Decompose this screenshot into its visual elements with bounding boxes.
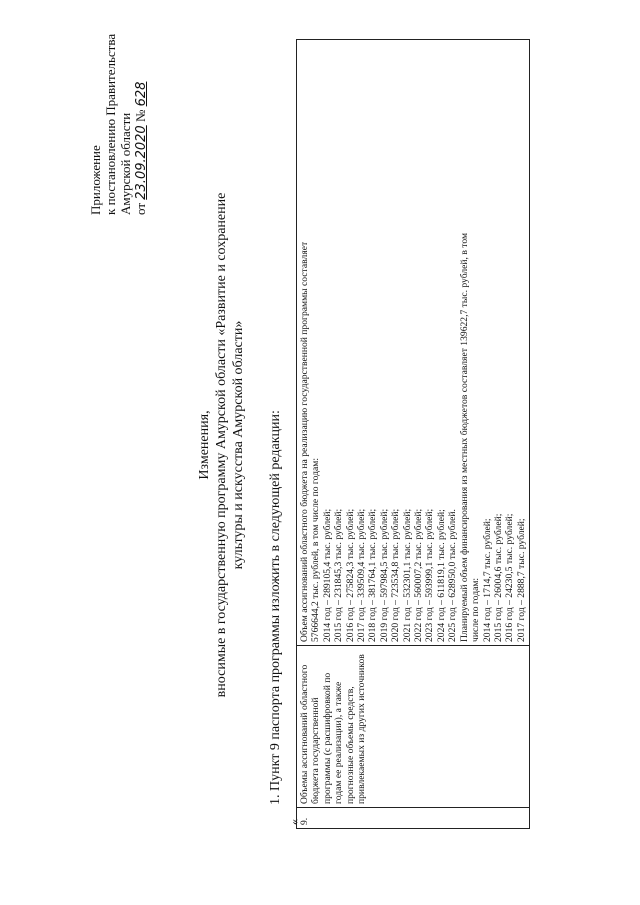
content-line: 2021 год – 532301,1 тыс. рублей; <box>401 508 413 642</box>
appendix-line-2: к постановлению Правительства <box>103 33 118 215</box>
opening-quote: « <box>287 819 301 825</box>
content-line: 5766644,2 тыс. рублей, в том числе по годам: <box>310 458 322 642</box>
content-line: 2025 год – 628950,0 тыс. рублей. <box>447 509 459 642</box>
content-line: 2022 год – 560007,2 тыс. рублей; <box>413 508 425 642</box>
number-value: 628 <box>134 81 149 107</box>
row-content <box>297 40 530 646</box>
content-line: 2017 год – 339509,4 тыс. рублей; <box>356 508 368 642</box>
date-prefix: от <box>133 202 148 215</box>
content-line: 2016 год – 275824,3 тыс. рублей; <box>344 508 356 642</box>
content-line: 2017 год – 2888,7 тыс. рублей; <box>515 518 527 642</box>
title-line-1: Изменения, <box>197 410 212 480</box>
title-line-2: вносимые в государственную программу Амурской области «Развитие и сохранение культуры и искусства Амурской области» <box>214 192 246 698</box>
content-line: 2014 год – 289105,4 тыс. рублей; <box>321 508 333 642</box>
content-line: Объем ассигнований областного бюджета на реализацию государственной программы составляет <box>299 241 310 642</box>
content-line: 2018 год – 381764,1 тыс. рублей; <box>367 508 379 642</box>
appendix-date-line <box>133 15 149 215</box>
appendix-line-3: Амурской области <box>118 112 133 215</box>
content-line: 2020 год – 723534,8 тыс. рублей; <box>390 508 402 642</box>
content-line: 2015 год – 26004,6 тыс. рублей; <box>492 513 504 642</box>
table-row <box>297 40 530 829</box>
appendix-header <box>88 15 149 215</box>
row-name: Объемы ассигнований областного бюджета государственной программы (с расшифровкой по годам ее реализации), а также прогнозные объемы средств, привлекаемых из других источников <box>297 646 530 808</box>
content-line: 2016 год – 24230,5 тыс. рублей; <box>504 513 516 642</box>
intro-paragraph: 1. Пункт 9 паспорта программы изложить в следующей редакции: <box>268 410 283 805</box>
content-line: числе по годам: <box>470 577 482 642</box>
content-line: 2023 год – 593999,1 тыс. рублей; <box>424 508 436 642</box>
appendix-line-1: Приложение <box>88 145 103 215</box>
date-value: 23.09.2020 <box>134 125 149 200</box>
passport-table <box>296 39 530 829</box>
number-prefix: № <box>133 109 148 123</box>
content-line: 2015 год – 231845,3 тыс. рублей; <box>333 508 345 642</box>
document-title <box>196 185 247 705</box>
content-line: Планируемый объем финансирования из местных бюджетов составляет 139622,7 тыс. рублей, в том <box>458 232 470 642</box>
content-line: 2014 год – 1714,7 тыс. рублей; <box>481 518 493 642</box>
row-number: 9. <box>297 808 530 829</box>
content-line: 2024 год – 611819,1 тыс. рублей; <box>435 509 447 642</box>
content-line: 2019 год – 597984,5 тыс. рублей; <box>378 508 390 642</box>
